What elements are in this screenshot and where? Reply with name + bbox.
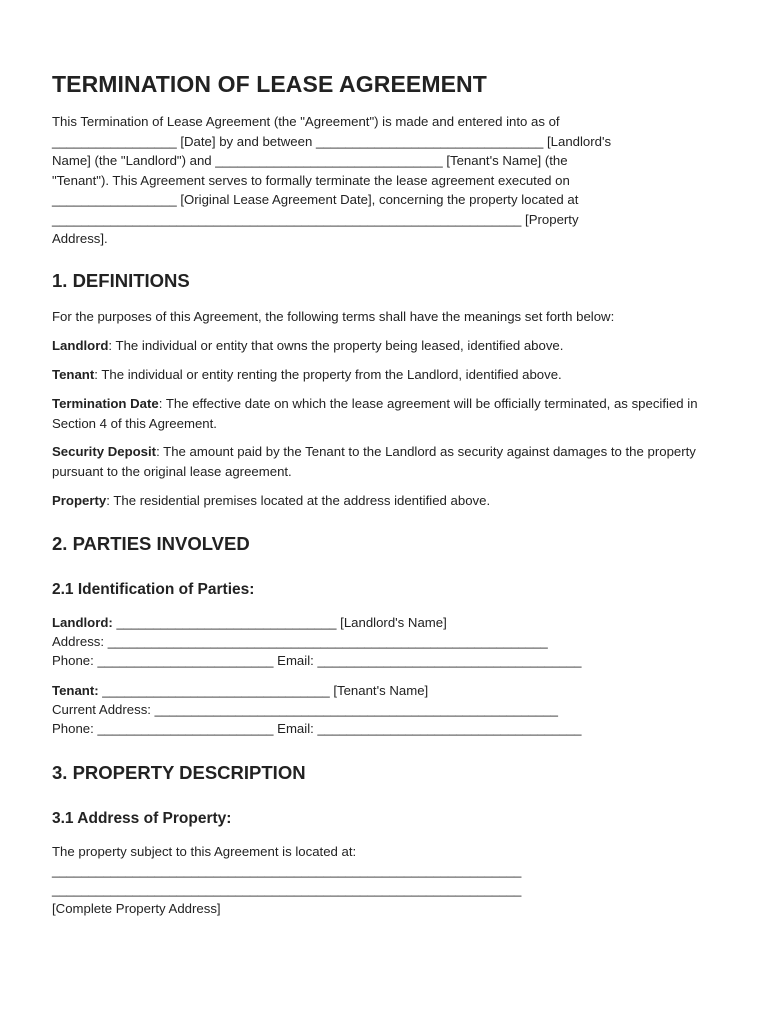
intro-paragraph (52, 112, 722, 249)
tenant-name-field[interactable]: _______________________________ [Tenant's Name] (98, 683, 429, 698)
definition-security-deposit (52, 442, 722, 481)
property-address-blank-1[interactable]: ________________________________________________________________ (52, 863, 522, 878)
property-address-blank-2[interactable]: ________________________________________________________________ (52, 882, 522, 897)
landlord-name-line (52, 613, 447, 633)
property-address-note: [Complete Property Address] (52, 901, 221, 916)
landlord-phone-email-line[interactable]: Phone: ________________________ Email: ____________________________________ (52, 653, 582, 668)
definition-landlord (52, 336, 722, 356)
definition-term: Termination Date (52, 396, 159, 411)
definition-tenant (52, 365, 722, 385)
definition-term: Security Deposit (52, 444, 157, 459)
definition-text: : The individual or entity that owns the property being leased, identified above. (108, 338, 564, 353)
definition-term: Landlord (52, 338, 109, 353)
intro-line: _________________ [Original Lease Agreement Date], concerning the property located at (52, 192, 579, 207)
definition-property (52, 491, 722, 511)
section-1-heading: 1. DEFINITIONS (52, 270, 190, 291)
intro-line: ________________________________________________________________ [Property (52, 211, 579, 227)
definition-text: : The amount paid by the Tenant to the Landlord as security against damages to the property pursuant to the original lease agreement. (52, 444, 696, 479)
intro-line: _________________ [Date] by and between _______________________________ [Landlord's (52, 133, 612, 149)
definition-text: : The individual or entity renting the property from the Landlord, identified above. (94, 367, 562, 382)
tenant-name-line (52, 681, 428, 701)
intro-line: Name] (the "Landlord") and _______________________________ [Tenant's Name] (the (52, 153, 568, 168)
document-title: TERMINATION OF LEASE AGREEMENT (52, 71, 487, 97)
landlord-name-field[interactable]: ______________________________ [Landlord's Name] (112, 615, 447, 630)
intro-line: Address]. (52, 231, 108, 246)
tenant-label: Tenant: (52, 683, 99, 698)
definition-termination-date (52, 394, 722, 433)
definitions-lead: For the purposes of this Agreement, the following terms shall have the meanings set forth below: (52, 309, 615, 324)
section-2-heading: 2. PARTIES INVOLVED (52, 533, 250, 554)
definition-text: : The residential premises located at the address identified above. (106, 493, 491, 508)
tenant-address-line[interactable]: Current Address: _______________________________________________________ (52, 702, 558, 717)
intro-line: This Termination of Lease Agreement (the "Agreement") is made and entered into as of (52, 114, 560, 129)
section-3-1-heading: 3.1 Address of Property: (52, 810, 232, 827)
section-3-heading: 3. PROPERTY DESCRIPTION (52, 762, 306, 783)
property-location-lead: The property subject to this Agreement is located at: (52, 844, 357, 859)
definition-term: Tenant (52, 367, 95, 382)
section-2-1-heading: 2.1 Identification of Parties: (52, 581, 255, 598)
intro-line: "Tenant"). This Agreement serves to formally terminate the lease agreement executed on (52, 172, 570, 188)
definition-term: Property (52, 493, 107, 508)
definition-text: : The effective date on which the lease agreement will be officially terminated, as specified in Section 4 of this Agreement. (52, 396, 698, 431)
landlord-address-line[interactable]: Address: ____________________________________________________________ (52, 634, 548, 649)
landlord-label: Landlord: (52, 615, 113, 630)
tenant-phone-email-line[interactable]: Phone: ________________________ Email: ____________________________________ (52, 721, 582, 736)
